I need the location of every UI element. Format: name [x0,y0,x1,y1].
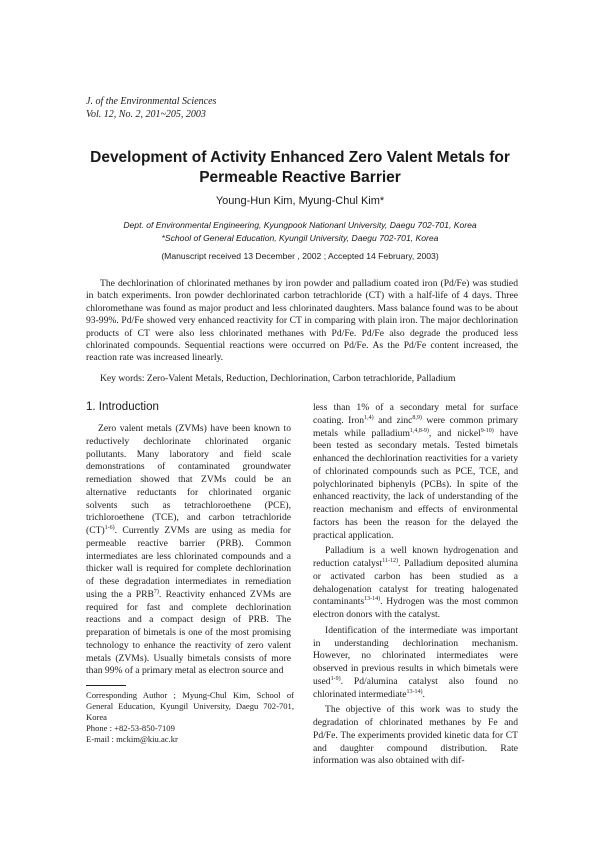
citation: 13-14) [406,688,423,695]
keywords: Key words: Zero-Valent Metals, Reduction, Dechlorination, Carbon tetrachloride, Palladium [100,373,456,384]
intro-paragraph-1-cont: less than 1% of a secondary metal for surface coating. Iron$^{1,4)}$ and zinc$^{8,9)}$ were common primary metals while palladium$^{1,4,8-9)}$, and nickel$^{9-10)}$ have been tested as secondary metals. Tested bimetals enhanced the dechlorination reactivities for a variety of chlorinated compounds such as PCE, TCE, and polychlorinated biphenyls (PCBs). In spite of the enhanced reactivity, the lack of understanding of the reaction mechanism and effects of environmental factors has been the reason for the delayed the practical application. [313,402,518,541]
title-line-2: Permeable Reactive Barrier [199,169,401,186]
citation: 1,4,8-9) [409,427,429,434]
journal-citation [86,96,216,121]
intro-paragraph-3: Identification of the intermediate was important in understanding dechlorination mechanism. However, no chlorinated intermediates were observed in previous results in which bimetals were used$^{1-9)}$. Pd/alumina catalyst also found no chlorinated intermediate$^{13-14)}$. [313,624,518,700]
affiliation-2: *School of General Education, Kyungil University, Daegu 702-701, Korea [161,232,439,243]
citation: 7) [153,588,159,595]
footnote-divider [86,685,126,686]
footnote-email: E-mail : mckim@kiu.ac.kr [86,734,178,744]
citation: 1-9) [330,675,341,682]
citation: 11-12) [382,558,398,564]
footnote-phone: Phone : +82-53-850-7109 [86,723,175,733]
citation: 1-6) [104,525,115,531]
affiliations [60,219,540,244]
corresponding-author-footnote [86,690,294,745]
affiliation-1: Dept. of Environmental Engineering, Kyungpook Nationanl University, Daegu 702-701, Korea [123,220,477,230]
abstract: The dechlorination of chlorinated methanes by iron powder and palladium coated iron (Pd/Fe) was studied in batch experiments. Iron powder dechlorinated carbon tetrachloride (CT) with a half-life of 4 days. Three chloromethane was found as major product and less chlorinated daughters. Mass balance found was to be about 93-99%. Pd/Fe showed very enhanced reactivity for CT in comparing with plain iron. The major dechlorination products of CT were also less chlorinated methanes with Pd/Fe. Pd/Fe also degrade the produced less chlorinated compounds. Sequential reactions were occurred on Pd/Fe. As the Pd/Fe content increased, the reaction rate was increased linearly. [86,278,518,364]
footnote-author: Corresponding Author ; Myung-Chul Kim, School of General Education, Kyungil University, Daegu 702-701, Korea [86,690,294,722]
right-column [313,402,518,768]
citation: 1,4) [364,414,374,421]
intro-paragraph-2: Palladium is a well known hydrogenation and reduction catalyst$^{11-12)}$. Palladium deposited alumina or activated carbon has been studied as a dehalogenation catalyst for treating halogenated contaminants$^{13-14)}$. Hydrogen was the most common electron donors with the catalyst. [313,545,519,620]
journal-name: J. of the Environmental Sciences [86,96,217,107]
title-line-1: Development of Activity Enhanced Zero Valent Metals for [90,149,510,166]
citation: 9-10) [480,427,494,434]
intro-paragraph-1: Zero valent metals (ZVMs) have been known to reductively dechlorinate chlorinated organic pollutants. Many laboratory and field scale demonstrations of contaminated groundwater remediation showed that ZVMs could be an alternative reductants for chlorinated organic solvents such as tetrachloroethene (PCE), trichloroethene (TCE), and carbon tetrachloride (CT)$^{1-6)}$. Currently ZVMs are using as media for permeable reactive barrier (PRB). Common intermediates are less chlorinated compounds and a thicker wall is required for complete dechlorination of these degradation intermediates in remediation using the a PRB$^{7)}$. Reactivity enhanced ZVMs are required for fast and complete dechlorination reactions and a compact design of PRB. The preparation of bimetals is one of the most promising technology to enhance the reactivity of zero valent metals (ZVMs). Usually bimetals consists of more than 99% of a primary metal as electron source and [86,423,292,677]
citation: 8,9) [412,414,422,421]
section-heading: 1. Introduction [86,401,159,413]
left-column [86,423,291,678]
citation: 13-14) [364,596,381,603]
intro-paragraph-4: The objective of this work was to study the degradation of chlorinated methanes by Fe and Pd/Fe. The experiments provided kinetic data for CT and daughter compound distribution. Rate information was also obtained with dif- [313,704,518,767]
journal-volume: Vol. 12, No. 2, 201~205, 2003 [86,108,206,120]
manuscript-dates: (Manuscript received 13 December , 2002 ; Accepted 14 February, 2003) [161,251,439,261]
authors: Young-Hun Kim, Myung-Chul Kim* [215,195,385,207]
paper-title [60,148,540,188]
